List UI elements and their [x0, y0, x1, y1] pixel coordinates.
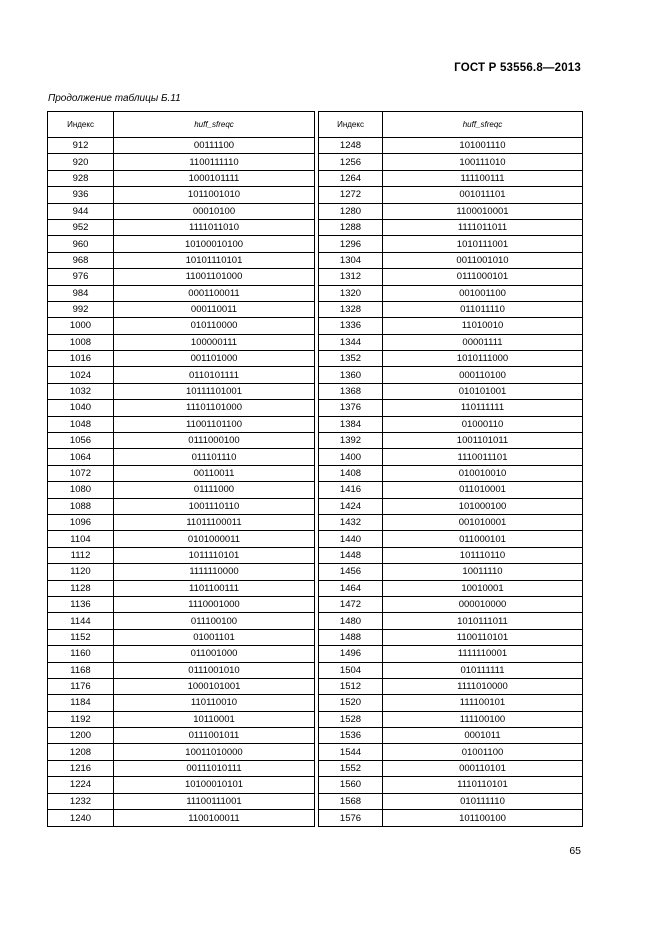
index-right-cell: 1528: [319, 711, 383, 727]
huff-left-cell: 00110011: [114, 465, 315, 481]
index-right-cell: 1520: [319, 695, 383, 711]
huff-right-cell: 1001101011: [383, 433, 583, 449]
huff-left-cell: 11001101000: [114, 269, 315, 285]
index-right-cell: 1248: [319, 138, 383, 154]
index-right-cell: 1496: [319, 646, 383, 662]
huff-right-cell: 011011110: [383, 301, 583, 317]
huff-right-cell: 001010001: [383, 514, 583, 530]
huff-right-cell: 0001011: [383, 728, 583, 744]
index-right-cell: 1544: [319, 744, 383, 760]
index-right-cell: 1512: [319, 678, 383, 694]
table-row: [48, 695, 583, 711]
huff-right-cell: 1100110101: [383, 629, 583, 645]
huff-right-cell: 101001110: [383, 138, 583, 154]
huff-left-cell: 1100111110: [114, 154, 315, 170]
huff-right-cell: 101000100: [383, 498, 583, 514]
index-right-cell: 1384: [319, 416, 383, 432]
huff-right-cell: 000010000: [383, 596, 583, 612]
huff-left-cell: 0101000011: [114, 531, 315, 547]
index-left-cell: 920: [48, 154, 114, 170]
index-left-cell: 912: [48, 138, 114, 154]
index-right-cell: 1376: [319, 400, 383, 416]
table-row: [48, 236, 583, 252]
table-row: [48, 219, 583, 235]
huff-left-cell: 1000101001: [114, 678, 315, 694]
table-row: [48, 449, 583, 465]
huff-left-cell: 10110001: [114, 711, 315, 727]
huff-right-cell: 1010111001: [383, 236, 583, 252]
huff-right-cell: 1010111011: [383, 613, 583, 629]
table-row: [48, 383, 583, 399]
huff-right-cell: 1111011011: [383, 219, 583, 235]
huff-left-cell: 1111011010: [114, 219, 315, 235]
index-right-cell: 1264: [319, 170, 383, 186]
huff-left-cell: 010110000: [114, 318, 315, 334]
huff-left-cell: 011001000: [114, 646, 315, 662]
table-row: [48, 269, 583, 285]
huff-right-cell: 1111110001: [383, 646, 583, 662]
index-left-cell: 1096: [48, 514, 114, 530]
huff-left-cell: 00010100: [114, 203, 315, 219]
index-right-cell: 1408: [319, 465, 383, 481]
index-left-cell: 1176: [48, 678, 114, 694]
huff-left-cell: 10100010101: [114, 777, 315, 793]
column-header-index-right: Индекс: [319, 112, 383, 138]
index-left-cell: 944: [48, 203, 114, 219]
table-row: [48, 170, 583, 186]
index-right-cell: 1336: [319, 318, 383, 334]
index-left-cell: 1104: [48, 531, 114, 547]
huff-left-cell: 1011001010: [114, 187, 315, 203]
huff-right-cell: 01000110: [383, 416, 583, 432]
table-row: [48, 301, 583, 317]
index-left-cell: 1152: [48, 629, 114, 645]
huff-right-cell: 011000101: [383, 531, 583, 547]
huff-left-cell: 11100111001: [114, 793, 315, 809]
huff-right-cell: 10010001: [383, 580, 583, 596]
index-right-cell: 1296: [319, 236, 383, 252]
index-right-cell: 1480: [319, 613, 383, 629]
index-left-cell: 1232: [48, 793, 114, 809]
document-standard-header: ГОСТ Р 53556.8—2013: [454, 62, 581, 74]
index-right-cell: 1464: [319, 580, 383, 596]
huff-left-cell: 1111110000: [114, 564, 315, 580]
table-row: [48, 154, 583, 170]
index-left-cell: 936: [48, 187, 114, 203]
index-right-cell: 1560: [319, 777, 383, 793]
huff-left-cell: 11101101000: [114, 400, 315, 416]
huff-right-cell: 010010010: [383, 465, 583, 481]
page-number: 65: [569, 845, 581, 857]
index-left-cell: 1200: [48, 728, 114, 744]
huff-right-cell: 111100100: [383, 711, 583, 727]
index-left-cell: 1016: [48, 351, 114, 367]
index-left-cell: 952: [48, 219, 114, 235]
index-right-cell: 1344: [319, 334, 383, 350]
huff-left-cell: 10101110101: [114, 252, 315, 268]
index-right-cell: 1488: [319, 629, 383, 645]
huff-left-cell: 110110010: [114, 695, 315, 711]
table-row: [48, 367, 583, 383]
table-row: [48, 498, 583, 514]
table-row: [48, 252, 583, 268]
huff-left-cell: 011101110: [114, 449, 315, 465]
table-body: [48, 138, 583, 827]
index-left-cell: 1008: [48, 334, 114, 350]
table-row: [48, 810, 583, 827]
huff-right-cell: 110111111: [383, 400, 583, 416]
huff-left-cell: 01111000: [114, 482, 315, 498]
index-left-cell: 1128: [48, 580, 114, 596]
huff-left-cell: 11011100011: [114, 514, 315, 530]
index-right-cell: 1552: [319, 760, 383, 776]
huff-left-cell: 1100100011: [114, 810, 315, 827]
huff-left-cell: 1110001000: [114, 596, 315, 612]
index-right-cell: 1448: [319, 547, 383, 563]
huff-right-cell: 001011101: [383, 187, 583, 203]
column-header-index-left: Индекс: [48, 112, 114, 138]
huff-left-cell: 10011010000: [114, 744, 315, 760]
table-row: [48, 514, 583, 530]
huff-right-cell: 10011110: [383, 564, 583, 580]
table-row: [48, 285, 583, 301]
index-left-cell: 1000: [48, 318, 114, 334]
index-right-cell: 1312: [319, 269, 383, 285]
index-right-cell: 1400: [319, 449, 383, 465]
table-row: [48, 138, 583, 154]
huff-left-cell: 11001101100: [114, 416, 315, 432]
huff-right-cell: 1111010000: [383, 678, 583, 694]
table-row: [48, 760, 583, 776]
huff-right-cell: 100111010: [383, 154, 583, 170]
huff-left-cell: 0111000100: [114, 433, 315, 449]
huff-left-cell: 0001100011: [114, 285, 315, 301]
huff-left-cell: 10111101001: [114, 383, 315, 399]
huff-right-cell: 1100010001: [383, 203, 583, 219]
index-left-cell: 992: [48, 301, 114, 317]
index-left-cell: 968: [48, 252, 114, 268]
table-row: [48, 416, 583, 432]
huff-right-cell: 0011001010: [383, 252, 583, 268]
index-right-cell: 1440: [319, 531, 383, 547]
huff-right-cell: 101100100: [383, 810, 583, 827]
index-left-cell: 1112: [48, 547, 114, 563]
index-right-cell: 1320: [319, 285, 383, 301]
table-row: [48, 400, 583, 416]
index-right-cell: 1504: [319, 662, 383, 678]
index-right-cell: 1368: [319, 383, 383, 399]
huff-right-cell: 000110101: [383, 760, 583, 776]
table-row: [48, 564, 583, 580]
table-row: [48, 187, 583, 203]
index-left-cell: 1168: [48, 662, 114, 678]
huff-left-cell: 01001101: [114, 629, 315, 645]
index-left-cell: 1080: [48, 482, 114, 498]
index-right-cell: 1576: [319, 810, 383, 827]
huff-left-cell: 1011110101: [114, 547, 315, 563]
table-row: [48, 613, 583, 629]
index-left-cell: 1120: [48, 564, 114, 580]
table-row: [48, 777, 583, 793]
index-left-cell: 1088: [48, 498, 114, 514]
huff-left-cell: 011100100: [114, 613, 315, 629]
huff-left-cell: 0111001011: [114, 728, 315, 744]
index-left-cell: 1216: [48, 760, 114, 776]
index-left-cell: 976: [48, 269, 114, 285]
huff-left-cell: 1001110110: [114, 498, 315, 514]
table-row: [48, 596, 583, 612]
table-header-row: [48, 112, 583, 138]
huff-right-cell: 010111110: [383, 793, 583, 809]
table-row: [48, 662, 583, 678]
index-right-cell: 1328: [319, 301, 383, 317]
index-right-cell: 1352: [319, 351, 383, 367]
table-row: [48, 580, 583, 596]
column-header-huff-right: huff_sfreqc: [383, 112, 583, 138]
huff-right-cell: 010111111: [383, 662, 583, 678]
table-row: [48, 351, 583, 367]
index-left-cell: 1040: [48, 400, 114, 416]
huff-left-cell: 0111001010: [114, 662, 315, 678]
huff-left-cell: 001101000: [114, 351, 315, 367]
index-left-cell: 1136: [48, 596, 114, 612]
index-left-cell: 960: [48, 236, 114, 252]
index-left-cell: 1072: [48, 465, 114, 481]
index-right-cell: 1256: [319, 154, 383, 170]
index-left-cell: 1144: [48, 613, 114, 629]
huff-left-cell: 100000111: [114, 334, 315, 350]
index-right-cell: 1424: [319, 498, 383, 514]
index-left-cell: 1056: [48, 433, 114, 449]
index-right-cell: 1416: [319, 482, 383, 498]
huff-left-cell: 00111100: [114, 138, 315, 154]
table-row: [48, 318, 583, 334]
table-row: [48, 629, 583, 645]
index-right-cell: 1272: [319, 187, 383, 203]
table-row: [48, 646, 583, 662]
huff-right-cell: 111100111: [383, 170, 583, 186]
index-right-cell: 1472: [319, 596, 383, 612]
huff-right-cell: 0111000101: [383, 269, 583, 285]
huff-right-cell: 001001100: [383, 285, 583, 301]
index-right-cell: 1288: [319, 219, 383, 235]
table-row: [48, 203, 583, 219]
huff-right-cell: 1010111000: [383, 351, 583, 367]
table-row: [48, 547, 583, 563]
table-row: [48, 482, 583, 498]
index-left-cell: 1032: [48, 383, 114, 399]
table-row: [48, 465, 583, 481]
huff-right-cell: 1110011101: [383, 449, 583, 465]
table-row: [48, 711, 583, 727]
huff-left-cell: 10100010100: [114, 236, 315, 252]
huff-left-cell: 00111010111: [114, 760, 315, 776]
table-row: [48, 728, 583, 744]
huff-right-cell: 00001111: [383, 334, 583, 350]
table-caption: Продолжение таблицы Б.11: [48, 93, 181, 104]
table-row: [48, 744, 583, 760]
huff-right-cell: 111100101: [383, 695, 583, 711]
huff-left-cell: 000110011: [114, 301, 315, 317]
index-right-cell: 1392: [319, 433, 383, 449]
table-row: [48, 678, 583, 694]
huff-right-cell: 010101001: [383, 383, 583, 399]
huff-right-cell: 011010001: [383, 482, 583, 498]
index-left-cell: 1184: [48, 695, 114, 711]
index-left-cell: 1224: [48, 777, 114, 793]
index-right-cell: 1568: [319, 793, 383, 809]
index-left-cell: 1208: [48, 744, 114, 760]
code-table: [47, 111, 583, 827]
index-right-cell: 1536: [319, 728, 383, 744]
table-row: [48, 793, 583, 809]
index-left-cell: 1192: [48, 711, 114, 727]
table-row: [48, 531, 583, 547]
index-right-cell: 1304: [319, 252, 383, 268]
index-left-cell: 984: [48, 285, 114, 301]
index-right-cell: 1280: [319, 203, 383, 219]
index-right-cell: 1456: [319, 564, 383, 580]
index-right-cell: 1360: [319, 367, 383, 383]
index-left-cell: 928: [48, 170, 114, 186]
huff-right-cell: 11010010: [383, 318, 583, 334]
huff-left-cell: 1101100111: [114, 580, 315, 596]
huff-left-cell: 0110101111: [114, 367, 315, 383]
huff-right-cell: 01001100: [383, 744, 583, 760]
index-left-cell: 1024: [48, 367, 114, 383]
index-left-cell: 1048: [48, 416, 114, 432]
huff-left-cell: 1000101111: [114, 170, 315, 186]
table-row: [48, 433, 583, 449]
huff-right-cell: 101110110: [383, 547, 583, 563]
huff-right-cell: 000110100: [383, 367, 583, 383]
index-right-cell: 1432: [319, 514, 383, 530]
index-left-cell: 1240: [48, 810, 114, 827]
column-header-huff-left: huff_sfreqc: [114, 112, 315, 138]
index-left-cell: 1160: [48, 646, 114, 662]
table-row: [48, 334, 583, 350]
huff-right-cell: 1110110101: [383, 777, 583, 793]
index-left-cell: 1064: [48, 449, 114, 465]
